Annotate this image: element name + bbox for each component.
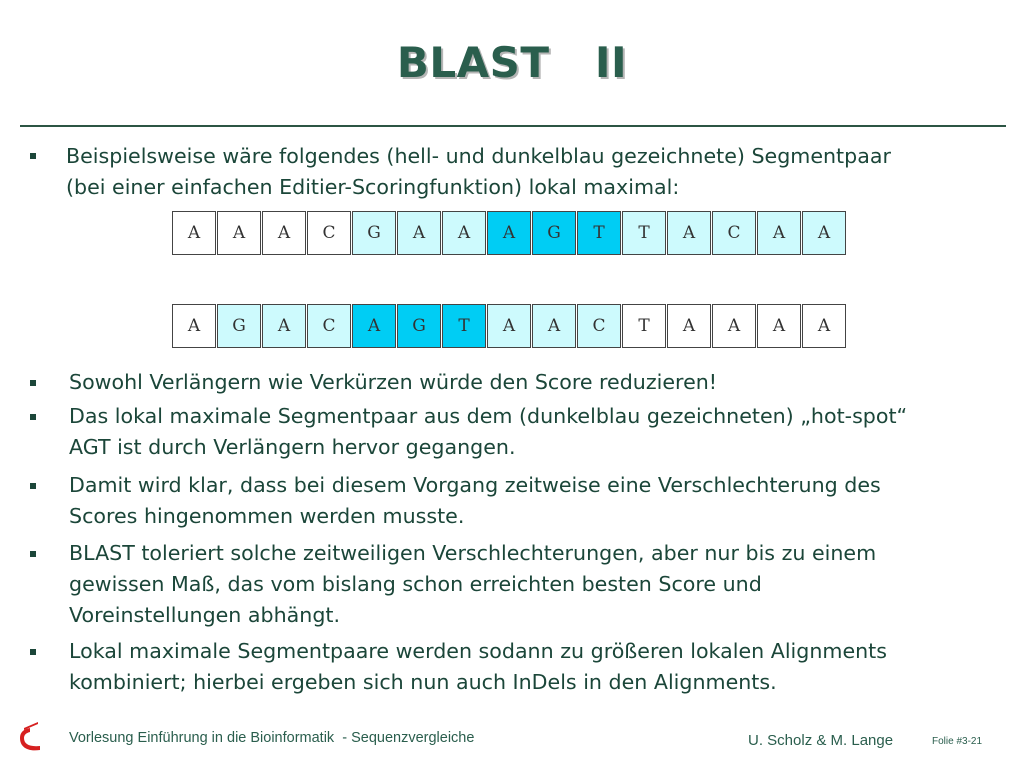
sequence-cell: A — [397, 211, 441, 255]
title-divider — [20, 125, 1006, 127]
bullet-text-line: Scores hingenommen werden musste. — [69, 504, 465, 528]
sequence-cell: A — [667, 211, 711, 255]
slide-title: BLAST II — [396, 38, 628, 87]
sequence-cell: A — [217, 211, 261, 255]
sequence-bottom — [172, 304, 847, 351]
sequence-cell: A — [487, 304, 531, 348]
footer-slide-number: Folie #3-21 — [932, 736, 983, 747]
sequence-cell: A — [352, 304, 396, 348]
sequence-cell: G — [532, 211, 576, 255]
sequence-cell: T — [622, 304, 666, 348]
bullet-text-line: Sowohl Verlängern wie Verkürzen würde den Score reduzieren! — [69, 370, 718, 394]
bullet-marker — [30, 380, 36, 386]
sequence-cell: A — [802, 304, 846, 348]
sequence-cell: G — [352, 211, 396, 255]
sequence-top — [172, 211, 847, 258]
intro-line-2: (bei einer einfachen Editier-Scoringfunktion) lokal maximal: — [66, 175, 680, 199]
bullet-text-line: kombiniert; hierbei ergeben sich nun auch InDels in den Alignments. — [69, 670, 777, 694]
bullet-text-line: Lokal maximale Segmentpaare werden sodann zu größeren lokalen Alignments — [69, 639, 887, 663]
sequence-cell: A — [262, 211, 306, 255]
sequence-cell: A — [442, 211, 486, 255]
sequence-cell: A — [172, 211, 216, 255]
sequence-cell: C — [577, 304, 621, 348]
bullet-text-line: Damit wird klar, dass bei diesem Vorgang zeitweise eine Verschlechterung des — [69, 473, 881, 497]
sequence-cell: A — [802, 211, 846, 255]
footer-authors: U. Scholz & M. Lange — [748, 732, 894, 749]
university-logo-icon — [16, 716, 44, 756]
bullet-marker — [30, 414, 36, 420]
sequence-cell: A — [757, 211, 801, 255]
bullet-marker — [30, 483, 36, 489]
sequence-cell: A — [487, 211, 531, 255]
sequence-cell: T — [622, 211, 666, 255]
sequence-cell: G — [397, 304, 441, 348]
bullet-text-line: BLAST toleriert solche zeitweiligen Verschlechterungen, aber nur bis zu einem — [69, 541, 877, 565]
bullet-marker — [30, 649, 36, 655]
intro-line-1: Beispielsweise wäre folgendes (hell- und dunkelblau gezeichnete) Segmentpaar — [66, 144, 891, 168]
sequence-cell: A — [262, 304, 306, 348]
bullet-marker — [30, 551, 36, 557]
sequence-cell: G — [217, 304, 261, 348]
bullet-text-line: Das lokal maximale Segmentpaar aus dem (dunkelblau gezeichneten) „hot-spot“ — [69, 404, 908, 428]
sequence-cell: A — [667, 304, 711, 348]
sequence-cell: A — [172, 304, 216, 348]
bullet-text-line: Voreinstellungen abhängt. — [69, 603, 341, 627]
sequence-cell: C — [307, 211, 351, 255]
sequence-cell: A — [712, 304, 756, 348]
sequence-cell: T — [577, 211, 621, 255]
bullet-text-line: AGT ist durch Verlängern hervor gegangen. — [69, 435, 516, 459]
sequence-cell: A — [757, 304, 801, 348]
sequence-cell: C — [307, 304, 351, 348]
sequence-cell: C — [712, 211, 756, 255]
bullet-text-line: gewissen Maß, das vom bislang schon erreichten besten Score und — [69, 572, 762, 596]
footer-course: Vorlesung Einführung in die Bioinformatik - Sequenzvergleiche — [69, 730, 475, 746]
bullet-marker — [30, 153, 36, 159]
sequence-cell: A — [532, 304, 576, 348]
sequence-cell: T — [442, 304, 486, 348]
